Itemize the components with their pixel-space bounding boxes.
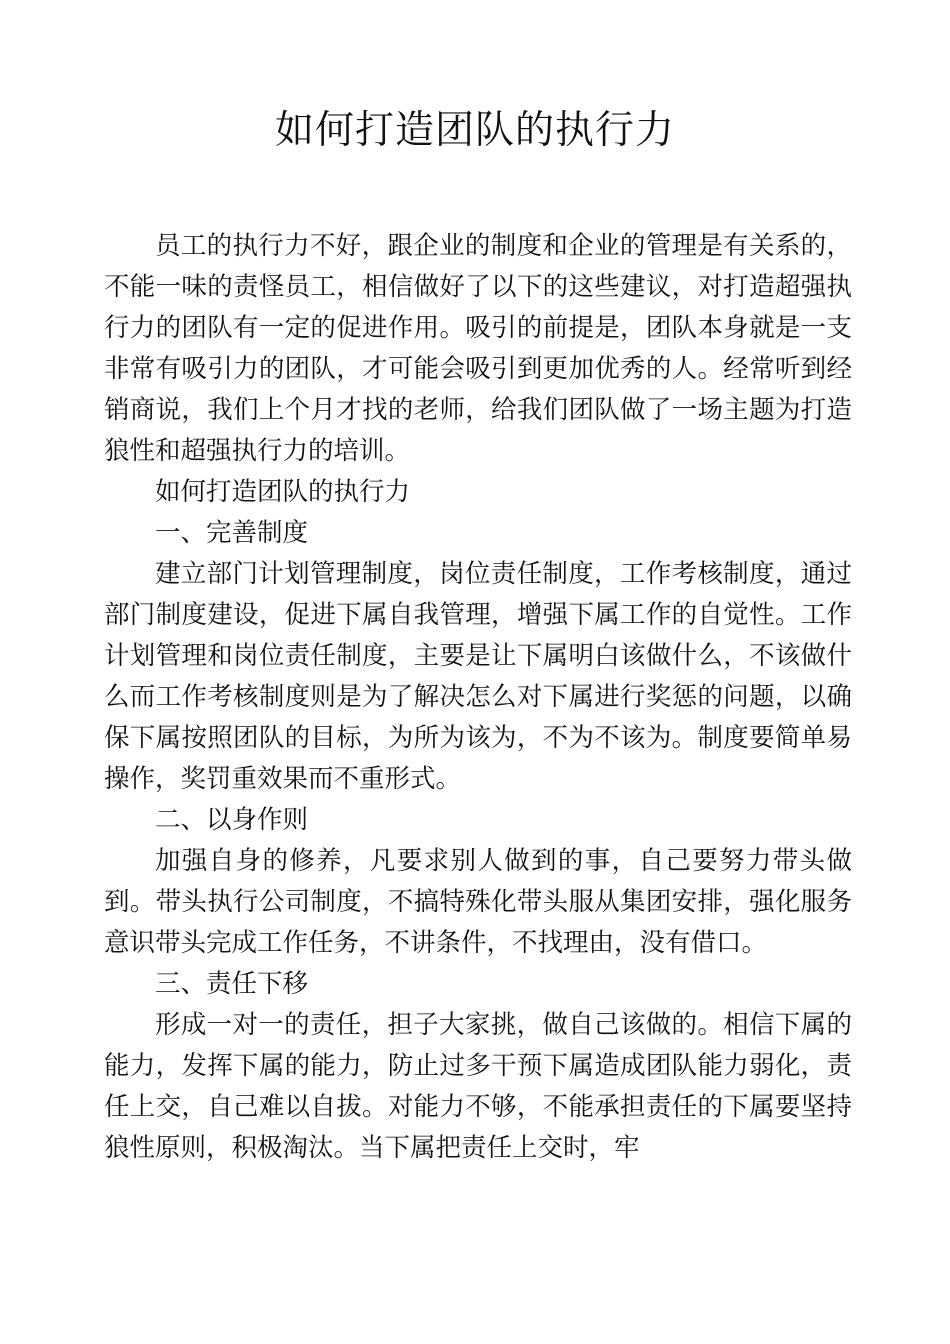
section-heading-3: 三、责任下移 (155, 969, 309, 999)
paragraph-section-2: 加强自身的修养，凡要求别人做到的事，自己要努力带头做到。带头执行公司制度，不搞特殊化带头服从集团安排，强化服务意识带头完成工作任务，不讲条件，不找理由，没有借口。 (104, 846, 852, 958)
document-body (104, 226, 852, 1169)
paragraph-section-3: 形成一对一的责任，担子大家挑，做自己该做的。相信下属的能力，发挥下属的能力，防止过多干预下属造成团队能力弱化，责任上交，自己难以自拔。对能力不够，不能承担责任的下属要坚持狼性原则，积极淘汰。当下属把责任上交时，牢 (104, 1010, 852, 1163)
paragraph-intro: 员工的执行力不好，跟企业的制度和企业的管理是有关系的，不能一味的责怪员工，相信做好了以下的这些建议，对打造超强执行力的团队有一定的促进作用。吸引的前提是，团队本身就是一支非常有吸引力的团队，才可能会吸引到更加优秀的人。经常听到经销商说，我们上个月才找的老师，给我们团队做了一场主题为打造狼性和超强执行力的培训。 (104, 231, 852, 466)
document-title: 如何打造团队的执行力 (274, 108, 675, 153)
paragraph-subtitle: 如何打造团队的执行力 (155, 477, 411, 507)
section-heading-1: 一、完善制度 (155, 518, 309, 548)
paragraph-section-1: 建立部门计划管理制度，岗位责任制度，工作考核制度，通过部门制度建设，促进下属自我管理，增强下属工作的自觉性。工作计划管理和岗位责任制度，主要是让下属明白该做什么，不该做什么而工作考核制度则是为了解决怎么对下属进行奖惩的问题，以确保下属按照团队的目标，为所为该为，不为不该为。制度要简单易操作，奖罚重效果而不重形式。 (104, 559, 852, 794)
section-heading-2: 二、以身作则 (155, 805, 309, 835)
